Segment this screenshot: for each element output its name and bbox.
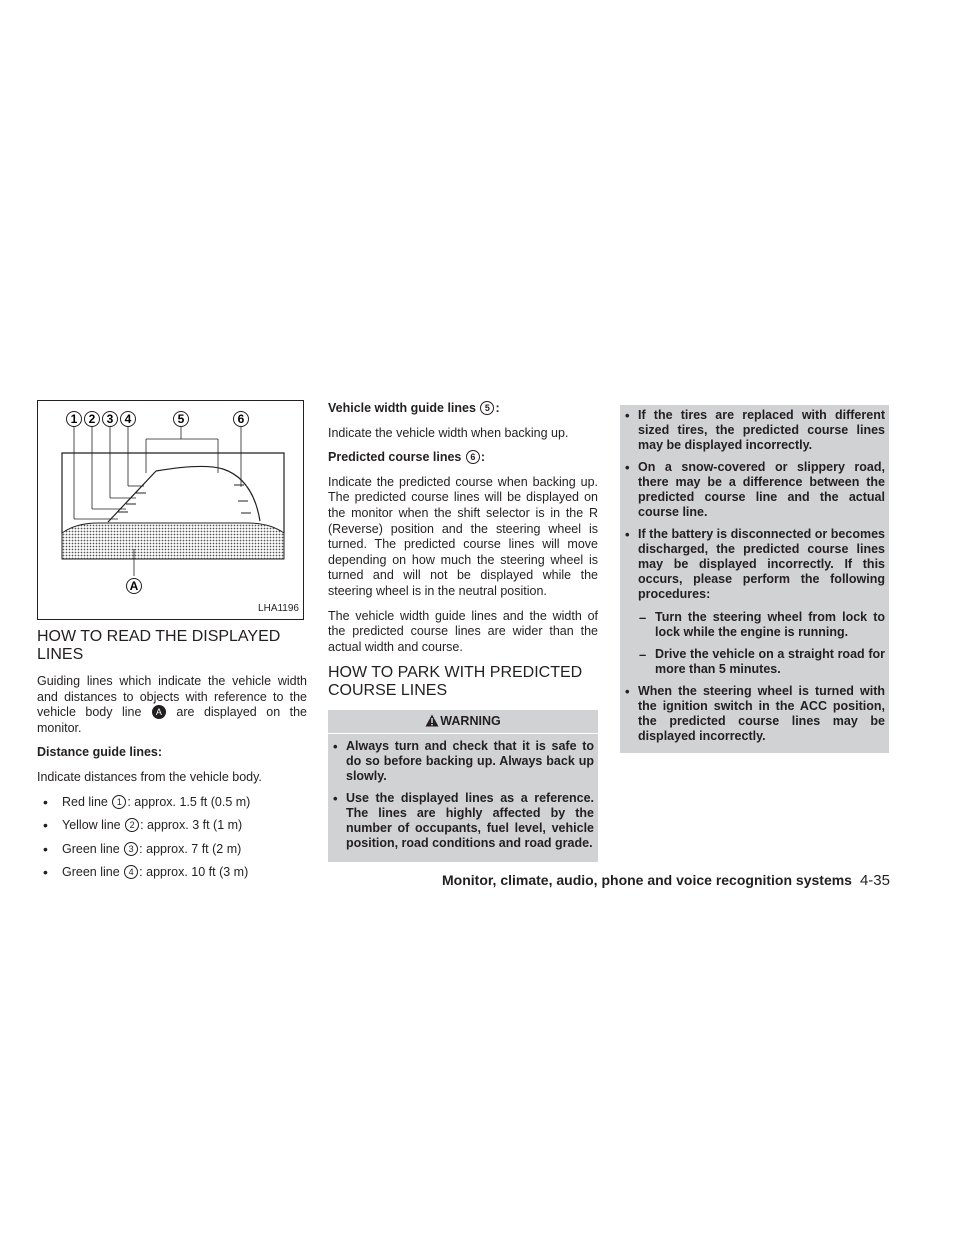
warning-list <box>328 734 598 862</box>
list-item: • Green line 3 : approx. 7 ft (2 m) <box>37 842 307 858</box>
list-item: • Yellow line 2 : approx. 3 ft (1 m) <box>37 818 307 834</box>
caution-box <box>620 405 889 753</box>
figure-code: LHA1196 <box>258 603 299 615</box>
list-item: • If the tires are replaced with different sized tires, the predicted course lines may be displayed incorrectly. <box>620 408 885 453</box>
list-item: • Always turn and check that it is safe to do so before backing up. Always back up slowly. <box>328 739 594 784</box>
distance-list <box>37 795 307 881</box>
guide-lines-figure <box>37 400 304 620</box>
mark-5: 5 <box>480 401 494 415</box>
width-guide-desc: Indicate the vehicle width when backing up. <box>328 425 569 440</box>
list-item: • Red line 1 : approx. 1.5 ft (0.5 m) <box>37 795 307 811</box>
page-footer <box>420 872 890 889</box>
procedure-item: – Turn the steering wheel from lock to lock while the engine is running. <box>638 610 885 640</box>
procedure-list <box>638 610 885 677</box>
callout-3: 3 <box>106 412 114 426</box>
course-lines-desc: Indicate the predicted course when backing up. The predicted course lines will be displayed on the monitor when the shift selector is in the R (Reverse) position and the steering wheel is turned. The predicted course lines will move depending on how much the steering wheel is turned and will not be displayed while the steering wheel is in the neutral position. <box>328 474 598 598</box>
warning-header <box>328 710 598 734</box>
chapter-title: Monitor, climate, audio, phone and voice recognition systems <box>442 872 852 888</box>
intro-text: Guiding lines which indicate the vehicle width and distances to objects with reference to the vehicle body line <box>37 674 307 720</box>
monitor-diagram <box>38 401 305 621</box>
list-item: • On a snow-covered or slippery road, there may be a difference between the predicted course line and the actual course line. <box>620 460 885 520</box>
list-item: • Use the displayed lines as a reference. The lines are highly affected by the number of occupants, fuel level, vehicle position, road conditions and road grade. <box>328 791 594 851</box>
callout-2: 2 <box>88 412 96 426</box>
course-lines-title: Predicted course lines 6 : <box>328 450 486 465</box>
distance-title: Distance guide lines: <box>37 745 163 760</box>
section-heading-park: HOW TO PARK WITH PREDICTED COURSE LINES <box>328 664 583 700</box>
list-item: • When the steering wheel is turned with the ignition switch in the ACC position, the predicted course lines may be displayed incorrectly. <box>620 684 885 744</box>
wider-note: The vehicle width guide lines and the width of the predicted course lines are wider than the actual width and course. <box>328 608 598 654</box>
mark-1: 1 <box>112 795 126 809</box>
procedure-item: – Drive the vehicle on a straight road for more than 5 minutes. <box>638 647 885 677</box>
mark-3: 3 <box>124 842 138 856</box>
caution-list <box>620 405 889 753</box>
mark-4: 4 <box>124 865 138 879</box>
list-item: • Green line 4 : approx. 10 ft (3 m) <box>37 865 307 881</box>
mark-6: 6 <box>466 450 480 464</box>
warning-title: WARNING <box>440 714 501 729</box>
callout-a: A <box>129 579 139 593</box>
intro-text-end: are displayed on the monitor. <box>37 705 307 735</box>
column-2 <box>328 401 598 862</box>
warning-box <box>328 710 598 862</box>
distance-desc: Indicate distances from the vehicle body. <box>37 769 262 784</box>
width-guide-title: Vehicle width guide lines 5 : <box>328 401 500 415</box>
column-3 <box>620 405 889 753</box>
mark-a: A <box>152 705 166 719</box>
callout-4: 4 <box>124 412 132 426</box>
callout-6: 6 <box>237 412 245 426</box>
column-1 <box>37 400 307 889</box>
mark-2: 2 <box>125 818 139 832</box>
callout-1: 1 <box>70 412 78 426</box>
section-heading-read-lines: HOW TO READ THE DISPLAYED LINES <box>37 628 281 663</box>
page-number: 4-35 <box>859 872 890 889</box>
callout-5: 5 <box>177 412 185 426</box>
list-item: • If the battery is disconnected or becomes discharged, the predicted course lines may be displayed incorrectly. If this occurs, please perform the following procedures: – Turn the steering wheel from lock to lock while the engine is running. – Drive the vehicle on a straight road for more than 5 minutes. <box>620 527 885 677</box>
warning-icon <box>425 714 439 727</box>
intro-paragraph <box>37 674 307 736</box>
